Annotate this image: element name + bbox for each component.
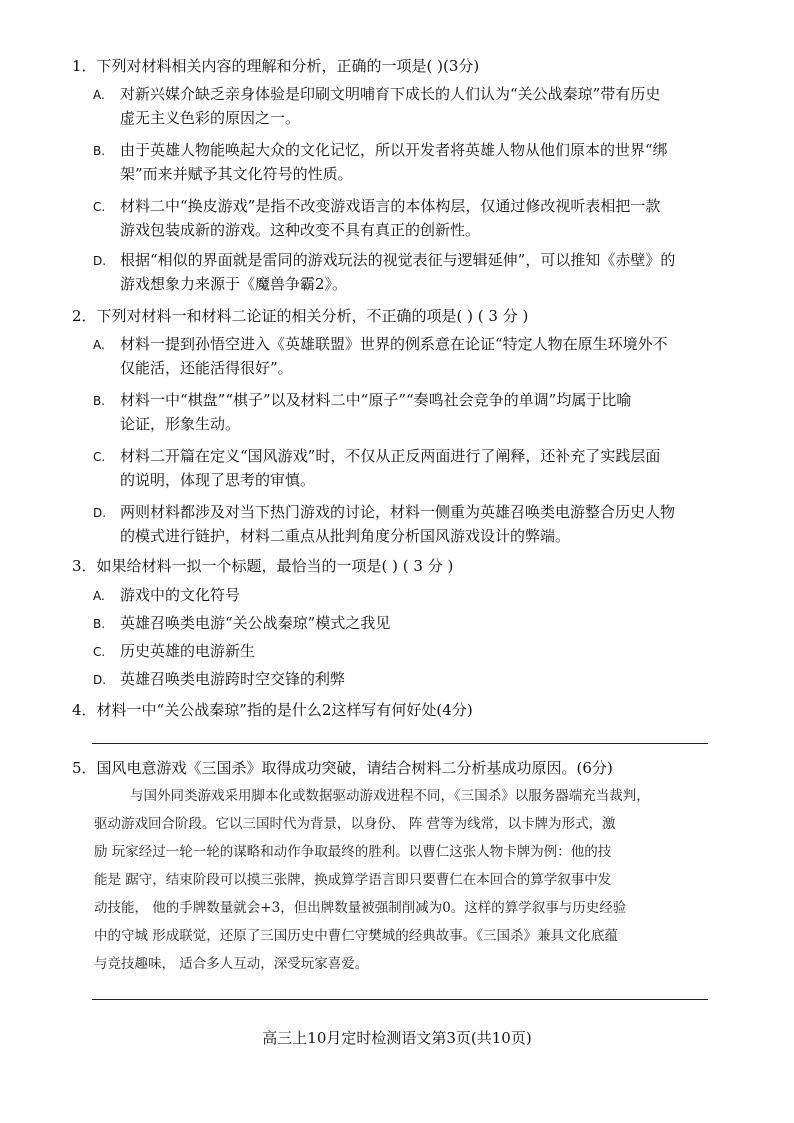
answer-line[interactable] <box>92 743 708 744</box>
q5-answer-line-7: 与竞技趣味， 适合多人互动，深受玩家喜爱。 <box>94 956 369 972</box>
q3-option-b-text: 英雄召唤类电游“关公战秦琼”模式之我见 <box>120 614 391 632</box>
q5-answer-line-5: 动技能， 他的手牌数量就会+3，但出牌数量被强制削减为0。这样的算学叙事与历史经验 <box>94 900 627 916</box>
question-1-stem: 1．下列对材料相关内容的理解和分析，正确的一项是( )(3分) <box>72 57 480 75</box>
q2-option-c-text-2: 的说明，体现了思考的审慎。 <box>120 471 316 489</box>
q3-option-c-label: C. <box>93 645 106 659</box>
q2-option-c-text-1: 材料二开篇在定义“国风游戏”时，不仅从正反两面进行了阐释，还补充了实践层面 <box>120 447 661 465</box>
q1-option-b-label: B. <box>93 144 106 158</box>
q1-option-d[interactable] <box>93 250 675 271</box>
q1-option-d-text-1: 根据“相似的界面就是雷同的游戏玩法的视觉表征与逻辑延伸”，可以推知《赤壁》的 <box>120 251 676 269</box>
q2-option-d[interactable] <box>93 502 675 523</box>
footer-divider <box>92 999 708 1000</box>
q1-option-c-text-2: 游戏包装成新的游戏。这种改变不具有真正的创新性。 <box>120 221 481 239</box>
question-3-stem: 3．如果给材料一拟一个标题，最恰当的一项是( ) ( 3 分 ) <box>72 557 454 575</box>
q3-option-b[interactable] <box>93 613 390 634</box>
page-footer: 高三上10月定时检测语文第3页(共10页) <box>262 1029 532 1047</box>
q3-option-a-text: 游戏中的文化符号 <box>120 586 241 604</box>
q2-option-d-text-2: 的模式进行链护，材料二重点从批判角度分析国风游戏设计的弊端。 <box>120 527 571 545</box>
q1-option-a-label: A. <box>93 88 105 102</box>
q3-option-a[interactable] <box>93 585 240 606</box>
q3-option-a-label: A. <box>93 589 105 603</box>
question-5-stem: 5．国风电意游戏《三国杀》取得成功突破，请结合树料二分析基成功原因。(6分) <box>72 759 613 777</box>
q5-answer-line-6: 中的守城 形成联觉，还原了三国历史中曹仁守樊城的经典故事。《三国杀》兼具文化底蕴 <box>94 928 619 944</box>
question-4-stem: 4．材料一中“关公战秦琼”指的是什么2这样写有何好处(4分) <box>72 701 473 719</box>
q1-option-d-text-2: 游戏想象力来源于《魔兽争霸2》。 <box>120 275 348 293</box>
q1-option-a[interactable] <box>93 84 660 105</box>
q3-option-d-text: 英雄召唤类电游跨时空交锋的利弊 <box>120 670 346 688</box>
q1-option-d-label: D. <box>93 254 107 268</box>
q1-option-b-text-2: 架”而来并赋予其文化符号的性质。 <box>120 165 353 183</box>
q1-option-c-label: C. <box>93 200 106 214</box>
q5-answer-line-3: 励 玩家经过一轮一轮的谋略和动作争取最终的胜利。以曹仁这张人物卡牌为例：他的技 <box>94 844 612 860</box>
q3-option-c[interactable] <box>93 641 255 662</box>
q2-option-a[interactable] <box>93 334 668 355</box>
q2-option-a-label: A. <box>93 338 105 352</box>
q2-option-b-text-2: 论证，形象生动。 <box>120 415 241 433</box>
q1-option-b[interactable] <box>93 140 668 161</box>
q2-option-b[interactable] <box>93 390 631 411</box>
q5-answer-line-1: 与国外同类游戏采用脚本化或数据驱动游戏进程不同，《三国杀》以服务器端充当裁判， <box>130 788 650 804</box>
q3-option-d[interactable] <box>93 669 345 690</box>
q1-option-c[interactable] <box>93 196 660 217</box>
q1-option-a-text-2: 虚无主义色彩的原因之一。 <box>120 109 301 127</box>
q2-option-d-text-1: 两则材料都涉及对当下热门游戏的讨论，材料一侧重为英雄召唤类电游整合历史人物 <box>120 503 676 521</box>
q3-option-b-label: B. <box>93 617 106 631</box>
q1-option-b-text-1: 由于英雄人物能唤起大众的文化记忆，所以开发者将英雄人物从他们原本的世界“绑 <box>120 141 668 159</box>
q2-option-b-text-1: 材料一中“棋盘”“棋子”以及材料二中“原子”“奏鸣社会竞争的单调”均属于比喻 <box>120 391 632 409</box>
q2-option-d-label: D. <box>93 506 107 520</box>
q2-option-a-text-2: 仅能活，还能活得很好”。 <box>120 359 293 377</box>
q5-answer-line-4: 能是 踞守，结束阶段可以摸三张牌，换成算学语言即只要曹仁在本回合的算学叙事中发 <box>94 872 612 888</box>
q3-option-c-text: 历史英雄的电游新生 <box>120 642 256 660</box>
q1-option-a-text-1: 对新兴媒介缺乏亲身体验是印刷文明哺育下成长的人们认为“关公战秦琼”带有历史 <box>120 85 661 103</box>
question-2-stem: 2．下列对材料一和材料二论证的相关分析，不正确的项是( ) ( 3 分 ) <box>72 307 529 325</box>
q2-option-b-label: B. <box>93 394 106 408</box>
q2-option-a-text-1: 材料一提到孙悟空进入《英雄联盟》世界的例系意在论证“特定人物在原生环境外不 <box>120 335 668 353</box>
q2-option-c[interactable] <box>93 446 660 467</box>
q1-option-c-text-1: 材料二中“换皮游戏”是指不改变游戏语言的本体构层，仅通过修改视听表相把一款 <box>120 197 661 215</box>
q5-answer-line-2: 驱动游戏回合阶段。它以三国时代为背景，以身份、 阵 营等为线常，以卡牌为形式，激 <box>94 816 616 832</box>
q3-option-d-label: D. <box>93 673 107 687</box>
q2-option-c-label: C. <box>93 450 106 464</box>
